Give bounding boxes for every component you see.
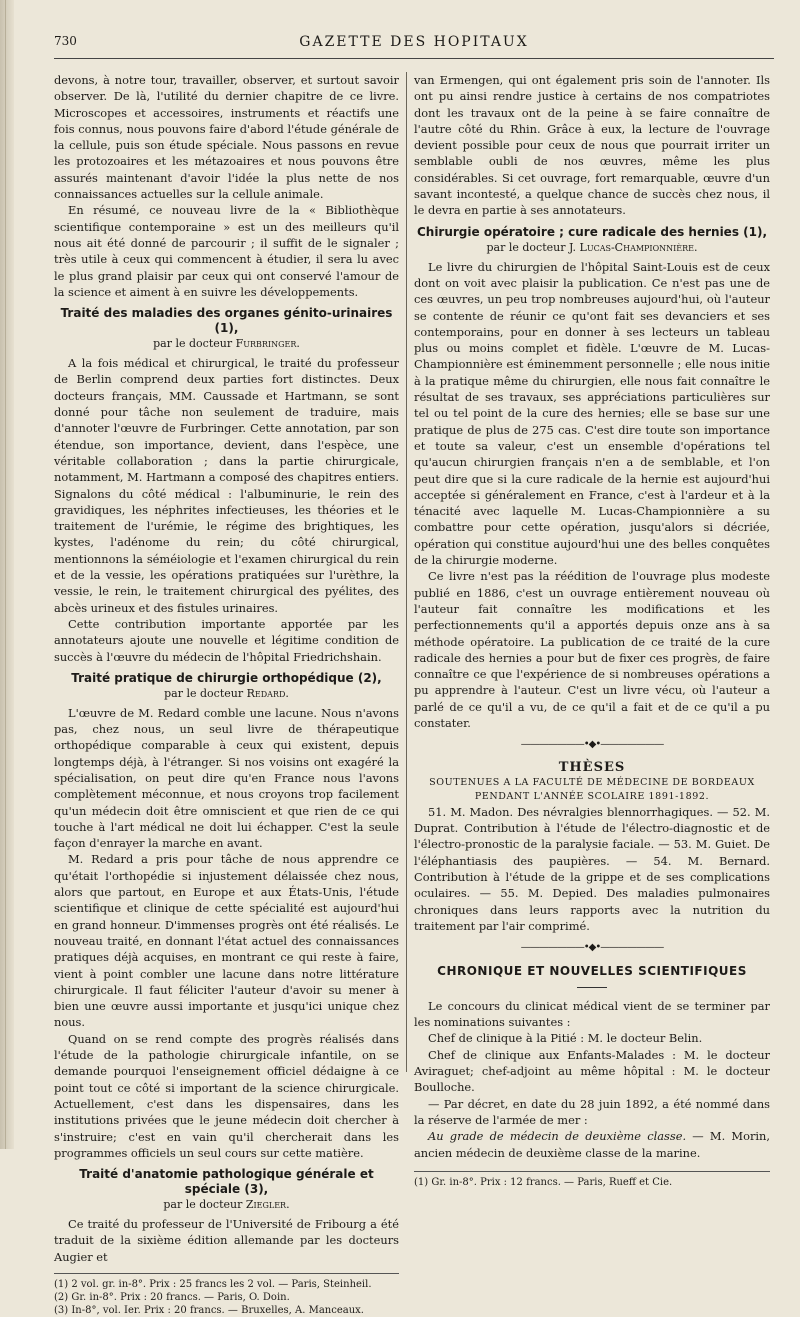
paragraph: van Ermengen, qui ont également pris soin de l'annoter. Ils ont pu ainsi rendre justice à certains de nos compatriotes dont les travaux ont de la peine à se faire connaître de l'autre côté du Rhin. Grâce à eux, la lecture de l'ouvrage devient possible pour ceux de nous que pourrait irriter un semblable oubli de nos œuvres, même les plus considérables. Si cet ouvrage, fort remarquable, œuvre d'un savant incontesté, a quelque chance de succès chez nous, il le devra en partie à ses annotateurs.	[414, 73, 770, 218]
paragraph: Le livre du chirurgien de l'hôpital Saint-Louis est de ceux dont on voit avec plaisir la publication. Ce n'est pas une de ces œuvres, un peu trop nombreuses aujourd'hui, où l'auteur se contente de réunir ce qu'ont fait ses devanciers et ses contemporains, pour en donner à ses lecteurs un tableau plus ou moins complet et fidèle. L'œuvre de M. Lucas-Championnière est éminemment personnelle ; elle nous initie à la pratique même du chirurgien, elle nous fait connaître le résultat de ses travaux, ses appréciations particulières sur tel ou tel point de la cure des hernies; elle se base sur une pratique de plus de 275 cas. C'est dire toute son importance et toute sa valeur, c'est un ensemble d'opérations tel qu'aucun chirurgien français n'en a de semblable, et l'on peut dire que si la cure radicale de la hernie est aujourd'hui acceptée si généralement en France, c'est à l'ardeur et à la ténacité avec laquelle M. Lucas-Championnière a su combattre pour cette opération, jusqu'alors si décriée, opération qui constitue aujourd'hui une des belles conquêtes de la chirurgie moderne.	[414, 259, 770, 568]
short-rule	[577, 987, 607, 988]
ornament-divider: ———————•◆•———————	[520, 739, 664, 751]
byline: par le docteur Furbringer.	[153, 337, 300, 351]
author-name: J. Lucas-Championnière.	[568, 240, 698, 254]
section-heading	[54, 1167, 399, 1212]
page-header	[54, 34, 774, 56]
paragraph: Cette contribution importante apportée par les annotateurs ajoute une nouvelle et légitime condition de succès à l'œuvre du médecin de l'hôpital Friedrichshain.	[54, 616, 399, 664]
running-title: GAZETTE DES HOPITAUX	[299, 34, 529, 50]
paragraph: L'œuvre de M. Redard comble une lacune. Nous n'avons pas, chez nous, un seul livre de thérapeutique orthopédique comparable à ceux qui existent, depuis longtemps déjà, à l'étranger. Si nos voisins ont exagéré la spécialisation, on peut dire qu'en France nous l'avons complètement méconnue, et nous croyons trop facilement qu'un médecin doit être omniscient et que rien de ce qui touche à l'art médical ne doit lui échapper. C'est la seule façon d'enrayer la marche en avant.	[54, 705, 399, 851]
theses-list: 51. M. Madon. Des névralgies blennorrhagiques. — 52. M. Duprat. Contribution à l'étude de l'électro-diagnostic et de l'électro-pronostic de la paralysie faciale. — 53. M. Guiet. De l'éléphantiasis des paupières. — 54. M. Bernard. Contribution à l'étude de la grippe et de ses complications oculaires. — 55. M. Depied. Des maladies pulmonaires chroniques dans leurs rapports avec la nutrition du traitement par l'air comprimé.	[414, 804, 770, 933]
paragraph: — Par décret, en date du 28 juin 1892, a été nommé dans la réserve de l'armée de mer :	[414, 1096, 770, 1127]
section-title: Traité pratique de chirurgie orthopédique (2),	[71, 670, 382, 685]
header-rule	[54, 58, 774, 59]
footnote-rule	[414, 1171, 770, 1172]
byline: par le docteur Redard.	[164, 686, 289, 700]
footnote: (3) In-8°, vol. Ier. Prix : 20 francs. — Bruxelles, A. Manceaux.	[54, 1305, 364, 1316]
paragraph: A la fois médical et chirurgical, le traité du professeur de Berlin comprend deux parties fort distinctes. Deux docteurs français, MM. Caussade et Hartmann, se sont donné pour tâche non seulement de traduire, mais d'annoter l'œuvre de Furbringer. Cette annotation, par son étendue, son importance, devient, dans l'espèce, une véritable collaboration ; dans la partie chirurgicale, notamment, M. Hartmann a composé des chapitres entiers. Signalons du côté médical : l'albuminurie, le rein des gravidiques, les néphrites infectieuses, les théories et le traitement de l'urémie, le régime des brightiques, les kystes, l'adénome du rein; du côté chirurgical, mentionnons la séméiologie et l'examen chirurgical du rein et de la vessie, les opérations pratiquées sur l'urèthre, la vessie, le rein, le traitement chirurgical des pyélites, des abcès urineux et des fistules urinaires.	[54, 356, 399, 615]
footnote-rule	[54, 1273, 399, 1274]
paragraph: M. Redard a pris pour tâche de nous apprendre ce qu'était l'orthopédie si injustement délaissée chez nous, alors que partout, en Europe et aux États-Unis, l'étude scientifique et clinique de cette spécialité est aujourd'hui en grand honneur. D'immenses progrès ont été réalisés. Le nouveau traité, en donnant l'état actuel des connaissances pratiques déjà acquises, en montrant ce qui reste à faire, vient à point combler une lacune dans notre littérature chirurgicale. Il faut féliciter l'auteur d'avoir su mener à bien une œuvre aussi importante et jusqu'ici unique chez nous.	[54, 852, 399, 1030]
paragraph: Au grade de médecin de deuxième classe. — M. Morin, ancien médecin de deuxième classe de la marine.	[414, 1129, 770, 1160]
section-heading	[54, 306, 399, 351]
paragraph: Ce traité du professeur de l'Université de Fribourg a été traduit de la sixième édition allemande par les docteurs Augier et	[54, 1217, 399, 1264]
section-heading	[54, 671, 399, 701]
left-column	[54, 72, 399, 1317]
section-title: Traité des maladies des organes génito-urinaires (1),	[60, 306, 393, 336]
theses-subheading: SOUTENUES A LA FACULTÉ DE MÉDECINE DE BORDEAUX	[429, 776, 755, 788]
footnote: (2) Gr. in-8°. Prix : 20 francs. — Paris, O. Doin.	[54, 1292, 290, 1303]
right-column	[414, 72, 770, 1189]
paragraph: Chef de clinique à la Pitié : M. le docteur Belin.	[428, 1031, 703, 1046]
paragraph: Le concours du clinicat médical vient de se terminer par les nominations suivantes :	[414, 998, 770, 1030]
paragraph: En résumé, ce nouveau livre de la « Bibliothèque scientifique contemporaine » est un des meilleurs qu'il nous ait été donné de parcourir ; il suffit de le signaler ; très utile à ceux qui commencent à étudier, il sera lu avec le plus grand plaisir par ceux qui ont conservé l'amour de la science et aiment à en suivre les développements.	[54, 203, 399, 299]
paragraph: Quand on se rend compte des progrès réalisés dans l'étude de la pathologie chirurgicale infantile, on se demande pourquoi l'enseignement officiel dédaigne à ce point tout ce côté si important de la science chirurgicale. Actuellement, c'est dans les dispensaires, dans les institutions privées que le jeune médecin doit chercher à s'instruire; c'est en vain qu'il chercherait dans les programmes officiels un seul cours sur cette matière.	[54, 1031, 399, 1160]
paragraph: Chef de clinique aux Enfants-Malades : M. le docteur Aviraguet; chef-adjoint au même hôpital : M. le docteur Boulloche.	[414, 1047, 770, 1095]
ornament-divider: ———————•◆•———————	[520, 942, 664, 954]
binding-gutter	[0, 0, 14, 1149]
section-title: Traité d'anatomie pathologique générale et spéciale (3),	[79, 1167, 374, 1197]
theses-subheading: PENDANT L'ANNÉE SCOLAIRE 1891-1892.	[474, 790, 710, 802]
chronicle-heading: CHRONIQUE ET NOUVELLES SCIENTIFIQUES	[437, 963, 747, 978]
author-name: Furbringer.	[235, 337, 300, 351]
paragraph: Ce livre n'est pas la réédition de l'ouvrage plus modeste publié en 1886, c'est un ouvrage entièrement nouveau où l'auteur fait connaître les modifications et les perfectionnements qu'il a apportés depuis onze ans à sa méthode opératoire. La publication de ce traité de la cure radicale des hernies a pour but de fixer ces progrès, de faire connaître ce que l'expérience de si nombreuses opérations a pu apprendre à l'auteur. C'est un livre vécu, où l'auteur a parlé de ce qu'il a vu, de ce qu'il a fait et de ce qu'il a pu constater.	[414, 569, 770, 730]
page-number: 730	[54, 34, 77, 48]
footnote: (1) Gr. in-8°. Prix : 12 francs. — Paris, Rueff et Cie.	[414, 1176, 673, 1188]
author-name: Redard.	[246, 686, 289, 700]
byline: par le docteur J. Lucas-Championnière.	[486, 240, 698, 254]
paragraph: devons, à notre tour, travailler, observer, et surtout savoir observer. De là, l'utilité du dernier chapitre de ce livre. Microscopes et accessoires, instruments et réactifs une fois connus, nous pouvons faire d'abord l'étude générale de la cellule, puis son étude spéciale. Nous passons en revue les protozoaires et les métazoaires et nous pouvons être assurés maintenant d'avoir l'idée la plus nette de nos connaissances actuelles sur la cellule animale.	[54, 73, 399, 202]
section-heading	[414, 225, 770, 255]
byline: par le docteur Ziegler.	[163, 1198, 290, 1212]
column-divider	[406, 72, 407, 1072]
footnote: (1) 2 vol. gr. in-8°. Prix : 25 francs les 2 vol. — Paris, Steinheil.	[54, 1279, 372, 1290]
italic-lead: Au grade de médecin de deuxième classe.	[428, 1129, 687, 1144]
theses-heading: THÈSES	[558, 759, 626, 775]
author-name: Ziegler.	[245, 1198, 290, 1212]
section-title: Chirurgie opératoire ; cure radicale des hernies (1),	[416, 224, 768, 239]
